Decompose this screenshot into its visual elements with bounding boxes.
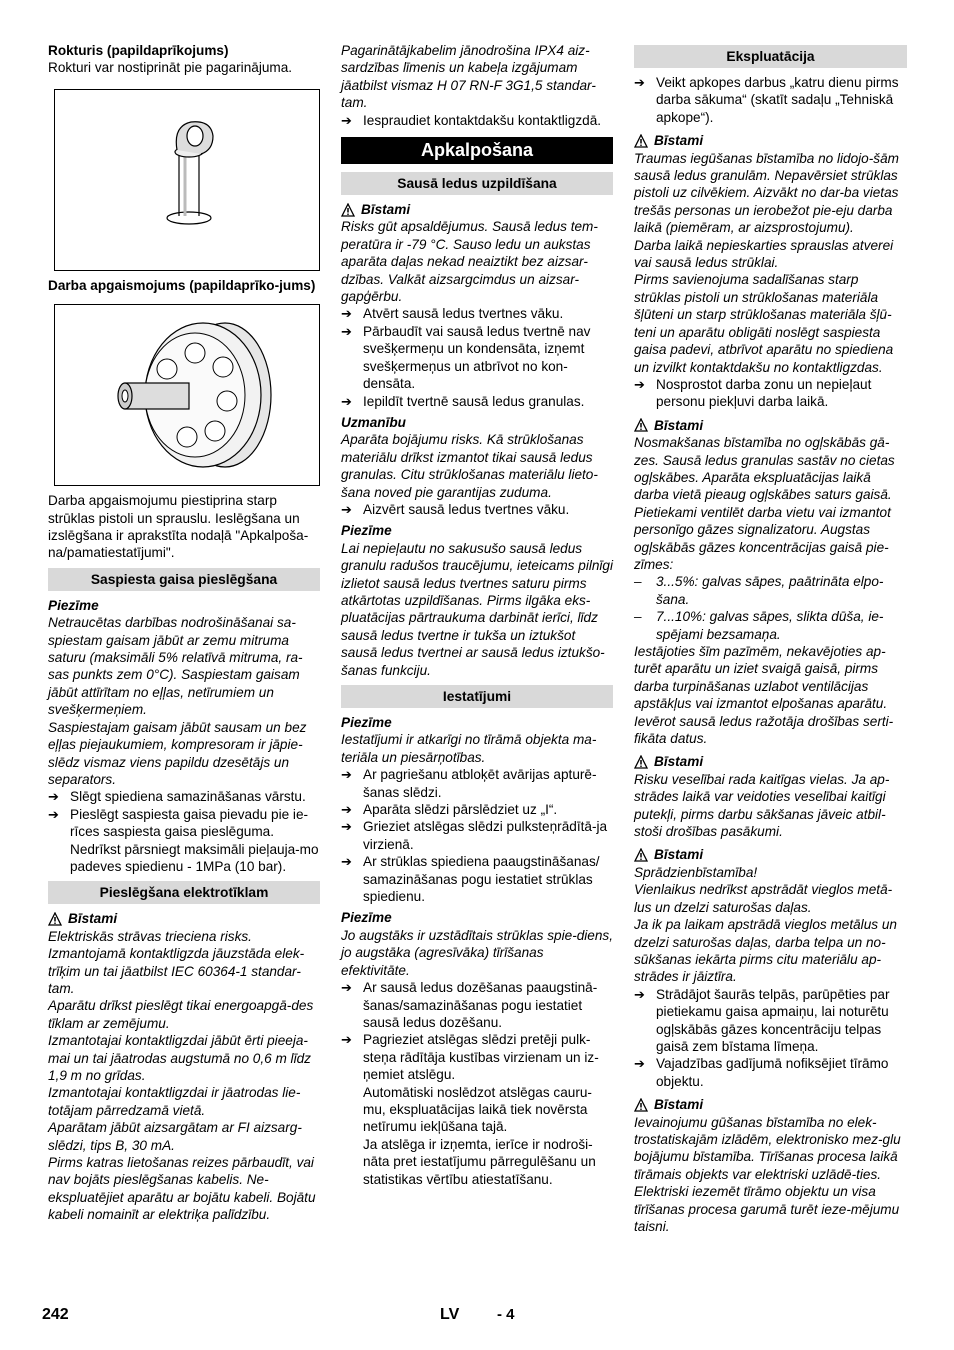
arrow-right-icon: ➔ (48, 806, 59, 822)
section-compressed-air: Saspiesta gaisa pieslēgšana (48, 568, 320, 591)
arrow-right-icon: ➔ (341, 802, 352, 818)
warning-triangle-icon (634, 1098, 648, 1112)
dash-bullet: – (634, 609, 642, 625)
arrow-right-icon: ➔ (341, 112, 352, 128)
danger-text: Darba laikā nepieskarties sprauslas atverei vai sausā ledus strūklai. (634, 237, 894, 271)
danger-line: Izmantotajai kontaktligzdai jābūt ērti pieeja-mai un tai jāatrodas augstumā no 0,6 m līdz 1,9 m no grīdas. (48, 1033, 311, 1083)
arrow-right-icon: ➔ (48, 789, 59, 805)
arrow-right-icon: ➔ (341, 819, 352, 835)
warning-triangle-icon (634, 418, 648, 432)
step-item: ➔ Strādājot šaurās telpās, parūpēties par pietiekamu gaisa apmaiņu, lai noturētu ogļskābās gāzes koncentrāciju telpas gaisā zem bīstama līmeņa. (634, 986, 890, 1054)
danger-heading: Bīstami (634, 132, 907, 149)
column-middle (341, 42, 613, 1188)
danger-heading: Bīstami (634, 1096, 907, 1113)
step-item: ➔ Ar pagriešanu atbloķēt avārijas apturē-šanas slēdzi. (341, 767, 597, 800)
step-item: ➔ Iespraudiet kontaktdakšu kontaktligzdā. (341, 112, 602, 128)
dash-item: – 7...10%: galvas sāpes, slikta dūša, ie-spējami bezsamaņa. (634, 609, 884, 642)
step-item: ➔ Pagrieziet atslēgas slēdzi pretēji pulk-steņa rādītāja kustības virzienam un iz-ņemiet atslēgu. (341, 1032, 599, 1083)
danger-text: Risks gūt apsaldējumus. Sausā ledus tem-peratūra ir -79 °C. Sauso ledu un aukstas aparāta daļas nekad neaiztikt bez aizsar-dzības. Valkāt aizsargcimdus un aizsar-gapģērbu. (341, 219, 598, 305)
handle-text: Rokturi var nostiprināt pie pagarinājuma. (48, 60, 293, 76)
note-text: Saspiestajam gaisam jābūt sausam un bez eļļas piejaukumiem, kompresoram ir jāpie-slēdz vismaz viens papildu dzesētājs un separators. (48, 719, 307, 787)
warning-triangle-icon (634, 848, 648, 862)
danger-line: Pirms katras lietošanas reizes pārbaudīt, vai nav bojāts pieslēgšanas kabelis. Ne-ekspluatējiet aparātu ar bojātu kabeli. Bojātu kabeli nomainīt ar elektriķa palīdzību. (48, 1155, 316, 1223)
step-item: ➔ Nosprostot darba zonu un nepieļaut personu piekļuvi darba laikā. (634, 376, 872, 410)
step-item: ➔ Ar sausā ledus dozēšanas paaugstinā-šanas/samazināšanas pogu iestatiet sausā ledus dozēšanu. (341, 980, 598, 1030)
step-item: ➔ Aparāta slēdzi pārslēdziet uz „I“. (341, 802, 558, 818)
danger-line: Izmantojamā kontaktligzda jāuzstāda elek-trīķim un tai jāatbilst IEC 60364-1 standar-tam. (48, 946, 305, 996)
sub-page-number: - 4 (497, 1306, 515, 1323)
section-power-connection: Pieslēgšana elektrotīklam (48, 881, 320, 904)
danger-heading: Bīstami (634, 417, 907, 434)
note-text: Lai nepieļautu no sakusušo sausā ledus granulu radušos traucējumu, ieteicams pilnīgi izlietot sausā ledus tvertnes saturu pirms atkārtotas uzpildīšanas. Pirms ilgāka eks-pluatācijas pārtraukuma darbināt ierīci, līdz sausā ledus tvertne ir tukša un iztukšot sausā ledus tvertnei ar sausā ledus iztukšo-šanas funkciju. (341, 540, 614, 678)
arrow-right-icon: ➔ (341, 393, 352, 409)
danger-line: Aparātu drīkst pieslēgt tikai energoapgā-des tīklam ar zemējumu. (48, 998, 314, 1031)
light-heading: Darba apgaismojums (papildaprīko-jums) (48, 277, 316, 293)
caution-title: Uzmanību (341, 414, 406, 430)
danger-heading: Bīstami (634, 753, 907, 770)
danger-text: Traumas iegūšanas bīstamība no lidojo-šām sausā ledus granulām. Nepavērsiet strūklas pistoli uz cilvēkiem. Aizvākt no dar-ba vietas trešās personas un ierobežot pie-eju darba laikā (piemēram, ar aizsprostojumu). (634, 150, 899, 236)
arrow-right-icon: ➔ (341, 323, 352, 339)
arrow-right-icon: ➔ (634, 986, 645, 1002)
note-title: Piezīme (341, 715, 392, 730)
step-item: ➔ Grieziet atslēgas slēdzi pulksteņrādītā-ja virzienā. (341, 819, 608, 852)
note-title: Piezīme (341, 523, 392, 539)
danger-text: Sprādzienbīstamība! (634, 864, 758, 880)
section-operation: Apkalpošana (341, 137, 613, 164)
note-text: Iestatījumi ir atkarīgi no tīrāmā objekta ma-teriāla un piesārņotības. (341, 732, 597, 765)
arrow-right-icon: ➔ (341, 1032, 352, 1048)
caution-text: Aparāta bojājumu risks. Kā strūklošanas materiālu drīkst izmantot tikai sausā ledus granulas. Citu strūklošanas materiālu lieto-šana noved pie garantijas zuduma. (341, 432, 598, 500)
note-title: Piezīme (48, 597, 99, 613)
danger-heading: Bīstami (48, 910, 320, 927)
language-code: LV (440, 1306, 460, 1323)
warning-triangle-icon (48, 912, 62, 926)
dash-bullet: – (634, 574, 642, 590)
danger-text: Ja ik pa laikam apstrādā vieglos metālus un dzelzi saturošas daļas, darba telpa un no-sūkšanas iekārta pirms citu materiālu ap-strādes ir jāiztīra. (634, 917, 897, 985)
extension-cable-text: Pagarinātājkabelim jānodrošina IPX4 aiz-sardzības līmenis un kabeļa izgājumam jāatbilst vismaz H 07 RN-F 3G1,5 standar-tam. (341, 43, 596, 111)
step-sub-text: Ja atslēga ir izņemta, ierīce ir nodroši-nāta pret iestatījumu pārregulēšanu un statistikas vērtību atiestatīšanu. (363, 1136, 596, 1187)
light-text: Darba apgaismojumu piestiprina starp strūklas pistoli un sprauslu. Ieslēgšana un izslēgšana ir aprakstīta nodaļā "Apkalpoša-na/pamatiestatījumi". (48, 493, 309, 561)
step-item: ➔ Pieslēgt saspiesta gaisa pievadu pie ie-rīces saspiesta gaisa pieslēguma. (48, 806, 309, 840)
danger-heading: Bīstami (341, 201, 613, 218)
handle-heading: Rokturis (papildaprīkojums) (48, 43, 229, 58)
danger-text: Risku veselībai rada kaitīgas vielas. Ja ap-strādes laikā var veidoties veselībai kaitīgi putekļi, pirms darbu sākšanas jāveic atbil-stoši drošības pasākumi. (634, 771, 890, 840)
page-number: 242 (42, 1306, 69, 1323)
arrow-right-icon: ➔ (634, 1056, 645, 1072)
note-text: Netraucētas darbības nodrošināšanai sa-spiestam gaisam jābūt ar zemu mitruma saturu (maksimāli 5% relatīvā mitruma, ra-sas punkts zem 0°C). Saspiestam gaisam jābūt attīrītam no eļļas, netīrumiem un svešķermeņiem. (48, 615, 303, 718)
note-text: Jo augstāks ir uzstādītais strūklas spie-diens, jo augstāka (agresīvāka) tīrīšanas efektivitāte. (341, 927, 613, 978)
arrow-right-icon: ➔ (341, 980, 352, 996)
danger-line: Izmantotajai kontaktligzdai ir jāatrodas lie-totājam pārredzamā vietā. (48, 1085, 301, 1118)
step-sub-text: Nedrīkst pārsniegt maksimāli pieļauja-mo padeves spiedienu - 1MPa (10 bar). (70, 841, 319, 874)
note-title: Piezīme (341, 910, 392, 926)
danger-heading: Bīstami (634, 846, 907, 863)
column-right (634, 42, 907, 1235)
step-item: ➔ Veikt apkopes darbus „katru dienu pirms darba sākuma“ (skatīt sadaļu „Tehniskā apkope“). (634, 75, 899, 125)
arrow-right-icon: ➔ (341, 501, 352, 517)
warning-triangle-icon (634, 134, 648, 148)
step-item: ➔ Ar strūklas spiediena paaugstināšanas/ samazināšanas pogu iestatiet strūklas spiedienu. (341, 854, 600, 905)
arrow-right-icon: ➔ (634, 376, 645, 392)
warning-triangle-icon (634, 755, 648, 769)
step-item: ➔ Iepildīt tvertnē sausā ledus granulas. (341, 393, 585, 409)
step-item: ➔ Slēgt spiediena samazināšanas vārstu. (48, 789, 306, 805)
arrow-right-icon: ➔ (634, 75, 645, 90)
work-light-illustration (55, 305, 319, 485)
section-settings: Iestatījumi (341, 685, 613, 708)
step-item: ➔ Pārbaudīt vai sausā ledus tvertnē nav svešķermeņu un kondensāta, izņemt svešķermeņus un atbrīvot no kon-densāta. (341, 323, 591, 392)
handle-illustration (55, 90, 319, 270)
warning-triangle-icon (341, 203, 355, 217)
dash-item: – 3...5%: galvas sāpes, paātrināta elpo-šana. (634, 574, 884, 607)
danger-line: Elektriskās strāvas trieciena risks. (48, 928, 252, 944)
danger-line: Aparātam jābūt aizsargātam ar FI aizsarg-slēdzi, tips B, 30 mA. (48, 1120, 302, 1153)
danger-text: Nosmakšanas bīstamība no ogļskābās gā-zes. Sausā ledus granulas sastāv no cietas ogļskābes. Aparāta ekspluatācijas laikā darba vietā pieaug ogļskābes saturs gaisā. Pietiekami ventilēt darba vietu vai izmantot personīgo gāzes signalizatoru. Augstas ogļskābās gāzes koncentrācijas gaisā pie-zīmes: (634, 435, 895, 572)
step-item: ➔ Aizvērt sausā ledus tvertnes vāku. (341, 501, 570, 517)
light-figure (54, 304, 320, 486)
column-left (48, 42, 320, 1224)
danger-text: Ievainojumu gūšanas bīstamība no elek-trostatiskajām izlādēm, elektronisko mez-glu bojājumu bīstamība. Tīrīšanas procesa laikā tīrāmais objekts var elektriski uzlādē-ties. Elektriski iezemēt tīrāmo objektu un visa tīrīšanas procesa garumā turēt ieze-mējumu taisni. (634, 1114, 901, 1234)
arrow-right-icon: ➔ (341, 306, 352, 322)
section-dry-ice-filling: Sausā ledus uzpildīšana (341, 172, 613, 195)
step-sub-text: Automātiski noslēdzot atslēgas cauru-mu, ekspluatācijas laikā tiek novērsta netīrumu iekļūšana tajā. (363, 1084, 592, 1135)
section-operation-use: Ekspluatācija (634, 45, 907, 68)
arrow-right-icon: ➔ (341, 854, 352, 870)
step-item: ➔ Atvērt sausā ledus tvertnes vāku. (341, 306, 564, 322)
arrow-right-icon: ➔ (341, 767, 352, 783)
danger-text: Pirms savienojuma sadalīšanas starp strūklas pistoli un strūklošanas materiāla šļūteni un starp strūklošanas materiāla šļū-teni un aparātu obligāti noslēgt saspiesta gaisa padevi, atbrīvot aparātu no spiediena un izvilkt kontaktdakšu no kontaktligzdas. (634, 272, 894, 375)
danger-text: Vienlaikus nedrīkst apstrādāt vieglos metā-lus un dzelzi saturošas daļas. (634, 882, 893, 915)
danger-text: Iestājoties šīm pazīmēm, nekavējoties ap-turēt aparātu un iziet svaigā gaisā, pirms darba turpināšanas uzlabot ventilācijas apstākļus vai izmantot elpošanas aparātu. Ievērot sausā ledus ražotāja drošības serti-fikāta datus. (634, 644, 894, 747)
handle-figure (54, 89, 320, 271)
step-item: ➔ Vajadzības gadījumā nofiksējiet tīrāmo objektu. (634, 1056, 889, 1089)
